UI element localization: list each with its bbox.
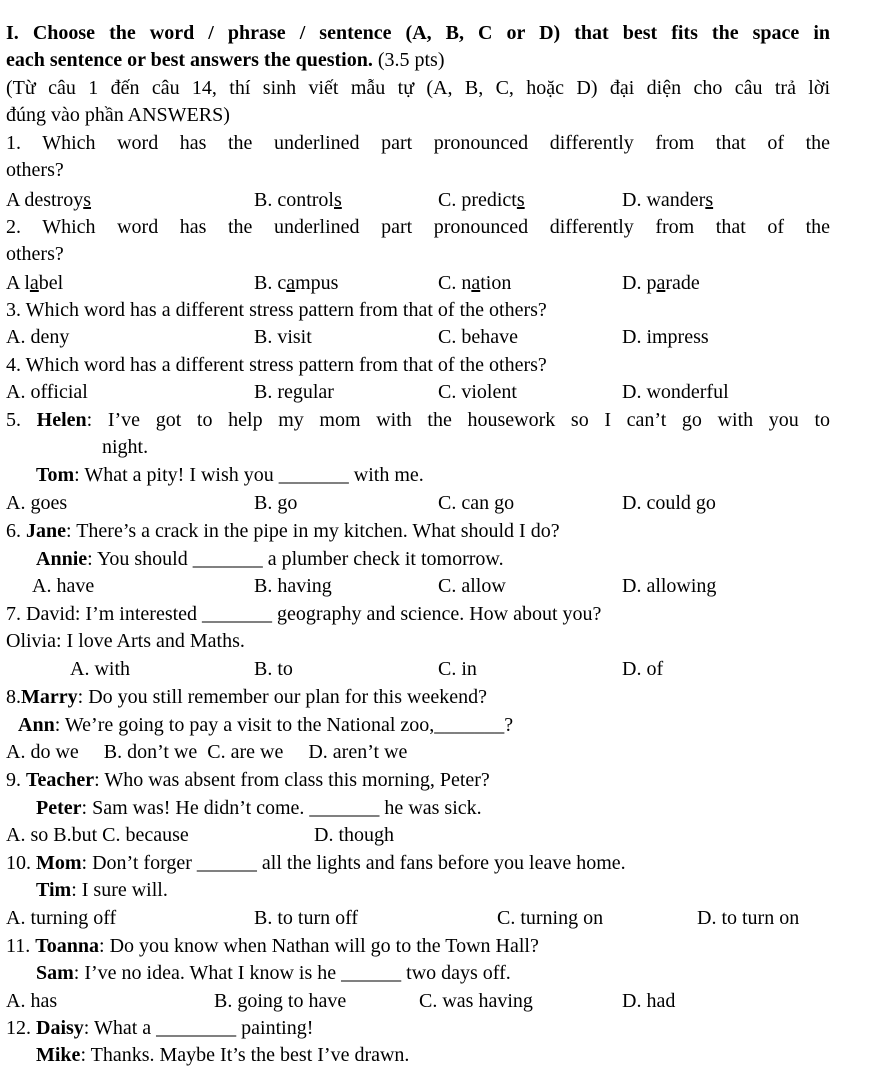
section-heading-line-1 [6, 20, 830, 47]
question-9-line-2: Peter: Sam was! He didn’t come. _______ he was sick. [36, 797, 482, 819]
question-7-line-1: 7. David: I’m interested _______ geography and science. How about you? [6, 603, 602, 625]
question-1-option-b: B. controls [254, 189, 342, 211]
speaker-teacher: Teacher [26, 769, 95, 791]
question-6-option-b: B. having [254, 575, 332, 597]
speaker-annie: Annie [36, 548, 88, 570]
question-6-line-1: 6. Jane: There’s a crack in the pipe in my kitchen. What should I do? [6, 520, 560, 542]
question-9-option-d: D. though [314, 824, 394, 846]
question-2-option-a: A label [6, 272, 64, 294]
question-3-option-a: A. deny [6, 326, 70, 348]
question-10-option-c: C. turning on [497, 907, 604, 929]
question-1-option-d: D. wanders [622, 189, 714, 211]
question-11-option-d: D. had [622, 990, 676, 1012]
question-7-option-b: B. to [254, 658, 293, 680]
question-11-line-1: 11. Toanna: Do you know when Nathan will go to the Town Hall? [6, 935, 539, 957]
question-11-option-c: C. was having [419, 990, 533, 1012]
speaker-mike: Mike [36, 1044, 81, 1066]
question-4-option-c: C. violent [438, 381, 517, 403]
question-7-option-c: C. in [438, 658, 477, 680]
question-10-option-d: D. to turn on [697, 907, 800, 929]
question-5-option-c: C. can go [438, 492, 515, 514]
question-6-option-d: D. allowing [622, 575, 717, 597]
speaker-daisy: Daisy [36, 1017, 84, 1039]
question-7-option-a: A. with [70, 658, 130, 680]
question-2-option-c: C. nation [438, 272, 512, 294]
section-heading-text: I. Choose the word / phrase / sentence (A, B, C or D) that best fits the space in [6, 22, 830, 44]
question-6-line-2: Annie: You should _______ a plumber check it tomorrow. [36, 548, 504, 570]
question-9-options-abc: A. so B.but C. because [6, 824, 189, 846]
question-10-line-1: 10. Mom: Don’t forger ______ all the lights and fans before you leave home. [6, 852, 626, 874]
section-heading-bold: each sentence or best answers the question. [6, 49, 373, 71]
question-1-stem-cont: others? [6, 159, 64, 181]
speaker-mom: Mom [36, 852, 82, 874]
question-8-line-2: Ann: We’re going to pay a visit to the National zoo,_______? [18, 714, 514, 736]
question-1-option-c: C. predicts [438, 189, 525, 211]
question-2-stem-cont: others? [6, 243, 64, 265]
question-1-option-a: A destroys [6, 189, 92, 211]
section-heading-line-2 [6, 47, 445, 74]
speaker-tom: Tom [36, 464, 75, 486]
section-points: (3.5 pts) [372, 49, 445, 71]
question-11-option-a: A. has [6, 990, 58, 1012]
speaker-tim: Tim [36, 879, 72, 901]
question-5-option-b: B. go [254, 492, 298, 514]
question-1-stem: 1. Which word has the underlined part pronounced differently from that of the [6, 132, 830, 154]
question-9-line-1: 9. Teacher: Who was absent from class this morning, Peter? [6, 769, 490, 791]
question-2-stem: 2. Which word has the underlined part pronounced differently from that of the [6, 216, 830, 238]
question-11-option-b: B. going to have [214, 990, 347, 1012]
question-7-line-2: Olivia: I love Arts and Maths. [6, 630, 245, 652]
speaker-jane: Jane [26, 520, 66, 542]
question-8-line-1: 8.Marry: Do you still remember our plan for this weekend? [6, 686, 487, 708]
question-4-option-a: A. official [6, 381, 88, 403]
question-3-option-b: B. visit [254, 326, 312, 348]
question-10-option-a: A. turning off [6, 907, 117, 929]
question-5-line-1: 5. Helen: I’ve got to help my mom with the housework so I can’t go with you to [6, 409, 831, 431]
speaker-marry: Marry [21, 686, 78, 708]
question-4-option-b: B. regular [254, 381, 334, 403]
question-6-option-a: A. have [32, 575, 95, 597]
question-5-line-3: Tom: What a pity! I wish you _______ with me. [36, 464, 424, 486]
speaker-helen: Helen [36, 409, 87, 431]
speaker-toanna: Toanna [35, 935, 100, 957]
question-12-line-2: Mike: Thanks. Maybe It’s the best I’ve drawn. [36, 1044, 410, 1066]
question-3-option-d: D. impress [622, 326, 709, 348]
question-10-option-b: B. to turn off [254, 907, 359, 929]
question-3-stem: 3. Which word has a different stress pattern from that of the others? [6, 299, 547, 321]
question-4-stem: 4. Which word has a different stress pattern from that of the others? [6, 354, 547, 376]
speaker-ann: Ann [18, 714, 55, 736]
question-5-line-2: night. [102, 436, 149, 458]
question-2-option-d: D. parade [622, 272, 700, 294]
question-2-option-b: B. campus [254, 272, 339, 294]
speaker-sam: Sam [36, 962, 74, 984]
question-12-line-1: 12. Daisy: What a ________ painting! [6, 1017, 314, 1039]
question-4-option-d: D. wonderful [622, 381, 729, 403]
question-3-option-c: C. behave [438, 326, 518, 348]
question-7-option-d: D. of [622, 658, 664, 680]
instruction-note-line-2: đúng vào phần ANSWERS) [6, 104, 230, 126]
question-5-option-d: D. could go [622, 492, 716, 514]
question-10-line-2: Tim: I sure will. [36, 879, 168, 901]
question-6-option-c: C. allow [438, 575, 506, 597]
question-5-option-a: A. goes [6, 492, 68, 514]
question-8-options: A. do we B. don’t we C. are we D. aren’t we [6, 741, 408, 763]
question-11-line-2: Sam: I’ve no idea. What I know is he ______ two days off. [36, 962, 511, 984]
speaker-peter: Peter [36, 797, 82, 819]
instruction-note-line-1: (Từ câu 1 đến câu 14, thí sinh viết mẫu tự (A, B, C, hoặc D) đại diện cho câu trả lời [6, 77, 830, 99]
